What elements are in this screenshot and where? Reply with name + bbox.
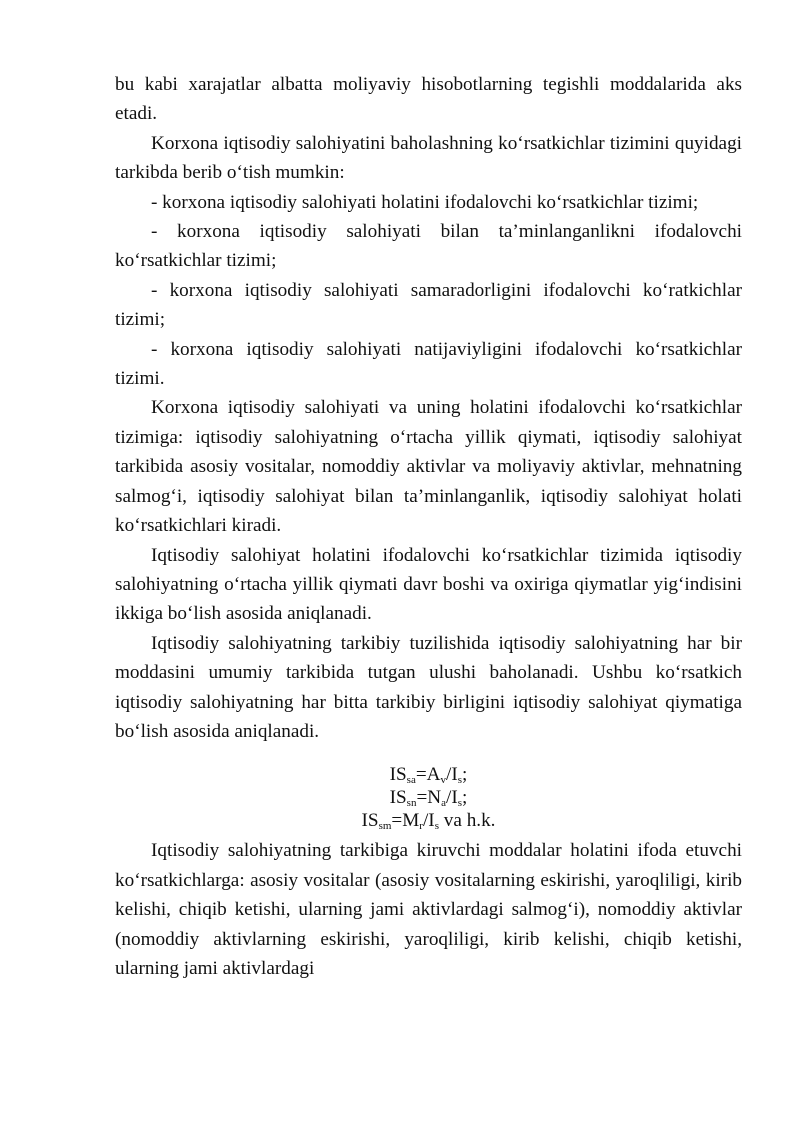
paragraph-average-value: Iqtisodiy salohiyat holatini ifodalovchi koʻrsatkichlar tizimida iqtisodiy salohiyatning oʻrtacha yillik qiymati davr boshi va oxiriga qiymatlar yigʻindisini ikkiga boʻlish asosida aniqlanadi. bbox=[115, 544, 742, 625]
paragraph-components: Iqtisodiy salohiyatning tarkibiga kiruvchi moddalar holatini ifoda etuvchi koʻrsatkichlarga: asosiy vositalar (asosiy vositalarning eskirishi, yaroqliligi, kirib kelishi, chiqib ketishi, ularning jami aktivlardagi salmogʻi), nomoddiy aktivlar (nomoddiy aktivlarning eskirishi, yaroqliligi, kirib kelishi, chiqib ketishi, ularning jami aktivlardagi bbox=[115, 840, 742, 979]
list-item-results: - korxona iqtisodiy salohiyati natijaviyligini ifodalovchi koʻrsatkichlar tizimi. bbox=[115, 338, 742, 390]
formula-block bbox=[115, 763, 742, 832]
paragraph-structure: Iqtisodiy salohiyatning tarkibiy tuzilishida iqtisodiy salohiyatning har bir moddasini umumiy tarkibida tutgan ulushi baholanadi. Ushbu koʻrsatkich iqtisodiy salohiyatning har bitta tarkibiy birligini iqtisodiy salohiyat qiymatiga boʻlish asosida aniqlanadi. bbox=[115, 632, 742, 742]
list-item-state: - korxona iqtisodiy salohiyati holatini ifodalovchi koʻrsatkichlar tizimi; bbox=[151, 191, 699, 213]
document-page bbox=[115, 70, 742, 983]
paragraph-continuation: bu kabi xarajatlar albatta moliyaviy hisobotlarning tegishli moddalarida aks etadi. bbox=[115, 74, 742, 125]
paragraph-state-indicators: Korxona iqtisodiy salohiyati va uning holatini ifodalovchi koʻrsatkichlar tizimiga: iqtisodiy salohiyatning oʻrtacha yillik qiymati, iqtisodiy salohiyat tarkibida asosiy vositalar, nomoddiy aktivlar va moliyaviy aktivlar, mehnatning salmogʻi, iqtisodiy salohiyat bilan taʼminlanganlik, iqtisodiy salohiyat holati koʻrsatkichlari kiradi. bbox=[115, 397, 742, 537]
formula-line: $IS_{sn}=N_a/I_s$; bbox=[389, 787, 468, 810]
formula-line: $IS_{sa}=A_v/I_s$; bbox=[389, 764, 468, 787]
formula-line: $IS_{sm}=M_r/I_s$ va h.k. bbox=[361, 810, 496, 833]
list-item-efficiency: - korxona iqtisodiy salohiyati samaradorligini ifodalovchi koʻratkichlar tizimi; bbox=[115, 279, 742, 331]
list-item-provision: - korxona iqtisodiy salohiyati bilan taʼminlanganlikni ifodalovchi koʻrsatkichlar tizimi; bbox=[115, 221, 742, 272]
paragraph-intro: Korxona iqtisodiy salohiyatini baholashning koʻrsatkichlar tizimini quyidagi tarkibda berib oʻtish mumkin: bbox=[115, 132, 742, 184]
